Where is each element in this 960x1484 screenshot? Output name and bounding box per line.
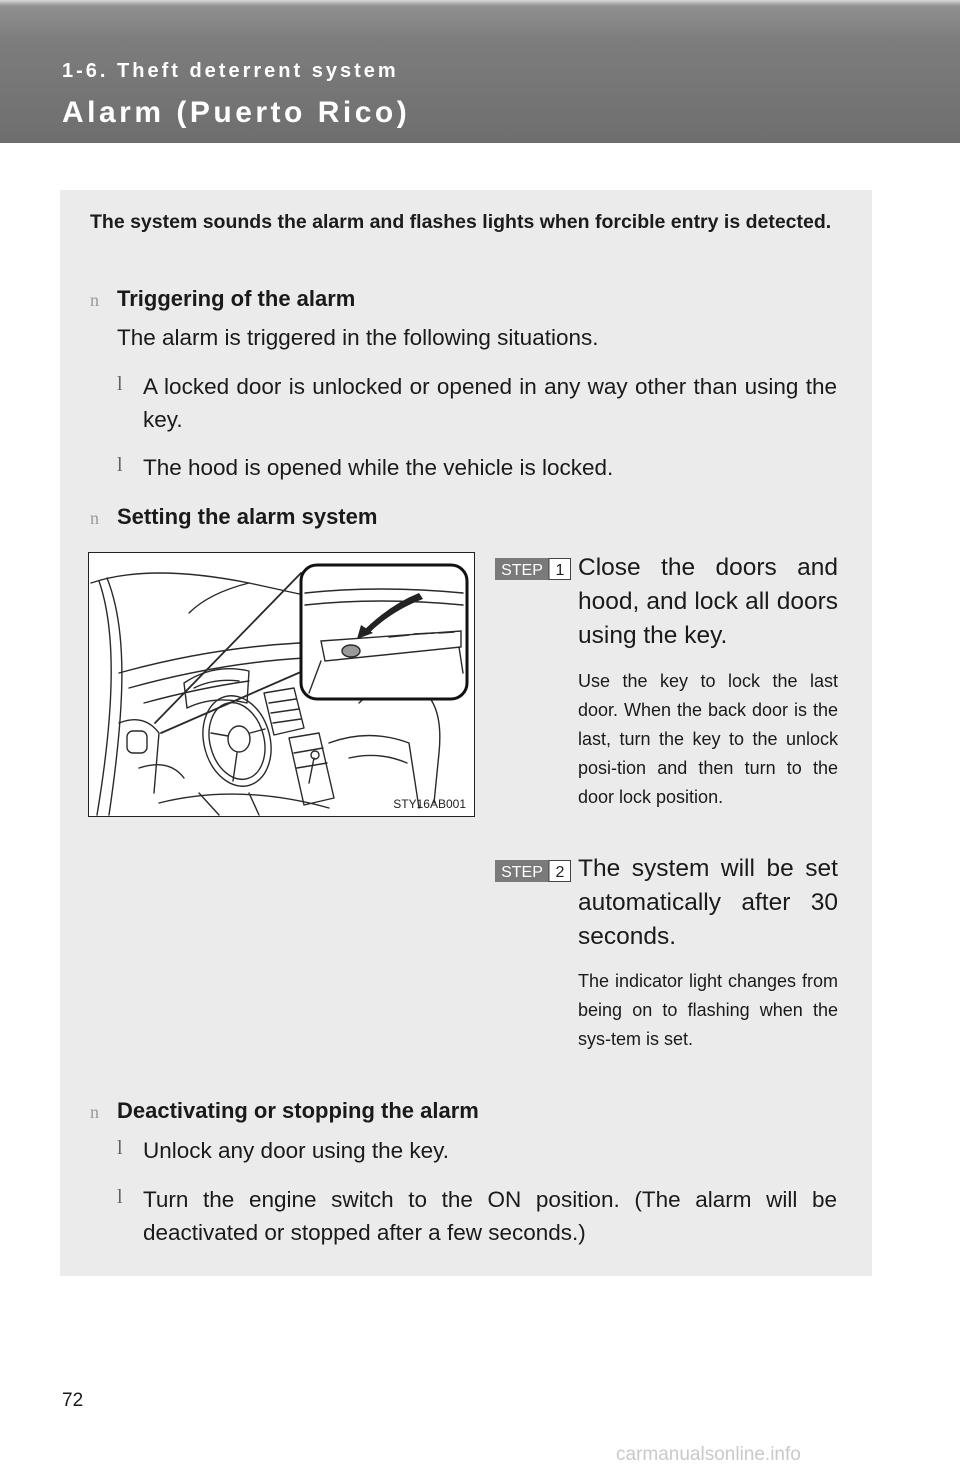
- page-header: [0, 0, 960, 143]
- step-1-note: Use the key to lock the last door. When the back door is the last, turn the key to the unlock posi-tion and then turn to the door lock position.: [578, 671, 838, 807]
- intro-text: The system sounds the alarm and flashes lights when forcible entry is detected.: [90, 211, 832, 233]
- step-2-text: The system will be set automatically after 30 seconds.: [578, 855, 838, 950]
- triggering-bullet-1: A locked door is unlocked or opened in any way other than using the key.: [143, 374, 837, 432]
- step-2-badge: [495, 860, 571, 882]
- triggering-bullet-2: The hood is opened while the vehicle is locked.: [143, 455, 614, 480]
- section-marker: n: [90, 290, 99, 310]
- step-word: STEP: [501, 562, 543, 579]
- deactivating-heading: Deactivating or stopping the alarm: [117, 1098, 479, 1123]
- bullet-marker: l: [117, 454, 123, 476]
- page-number: 72: [62, 1390, 84, 1411]
- bullet-marker: l: [117, 1137, 123, 1159]
- page-title: Alarm (Puerto Rico): [62, 96, 411, 129]
- section-marker: n: [90, 1102, 99, 1122]
- step-number: 1: [555, 562, 565, 579]
- section-label: 1-6. Theft deterrent system: [62, 60, 399, 82]
- step-1-badge: [495, 558, 571, 580]
- deactivating-bullet-2: Turn the engine switch to the ON position. (The alarm will be deactivated or stopped after a few seconds.): [143, 1187, 837, 1245]
- bullet-marker: l: [117, 373, 123, 395]
- lock-indicator-callout: [301, 565, 467, 699]
- car-interior-drawing: [89, 553, 474, 816]
- dashboard-illustration: [88, 552, 475, 817]
- step-1-text: Close the doors and hood, and lock all doors using the key.: [578, 554, 838, 649]
- step-2-note: The indicator light changes from being on to flashing when the sys-tem is set.: [578, 971, 838, 1049]
- triggering-lead: The alarm is triggered in the following situations.: [117, 325, 599, 350]
- section-marker: n: [90, 508, 99, 528]
- bullet-marker: l: [117, 1186, 123, 1208]
- step-number: 2: [555, 864, 565, 881]
- deactivating-bullet-1: Unlock any door using the key.: [143, 1138, 450, 1163]
- triggering-heading: Triggering of the alarm: [117, 286, 356, 311]
- setting-heading: Setting the alarm system: [117, 504, 378, 529]
- figure-code: STY16AB001: [393, 797, 466, 811]
- step-word: STEP: [501, 864, 543, 881]
- watermark: carmanualsonline.info: [616, 1444, 801, 1465]
